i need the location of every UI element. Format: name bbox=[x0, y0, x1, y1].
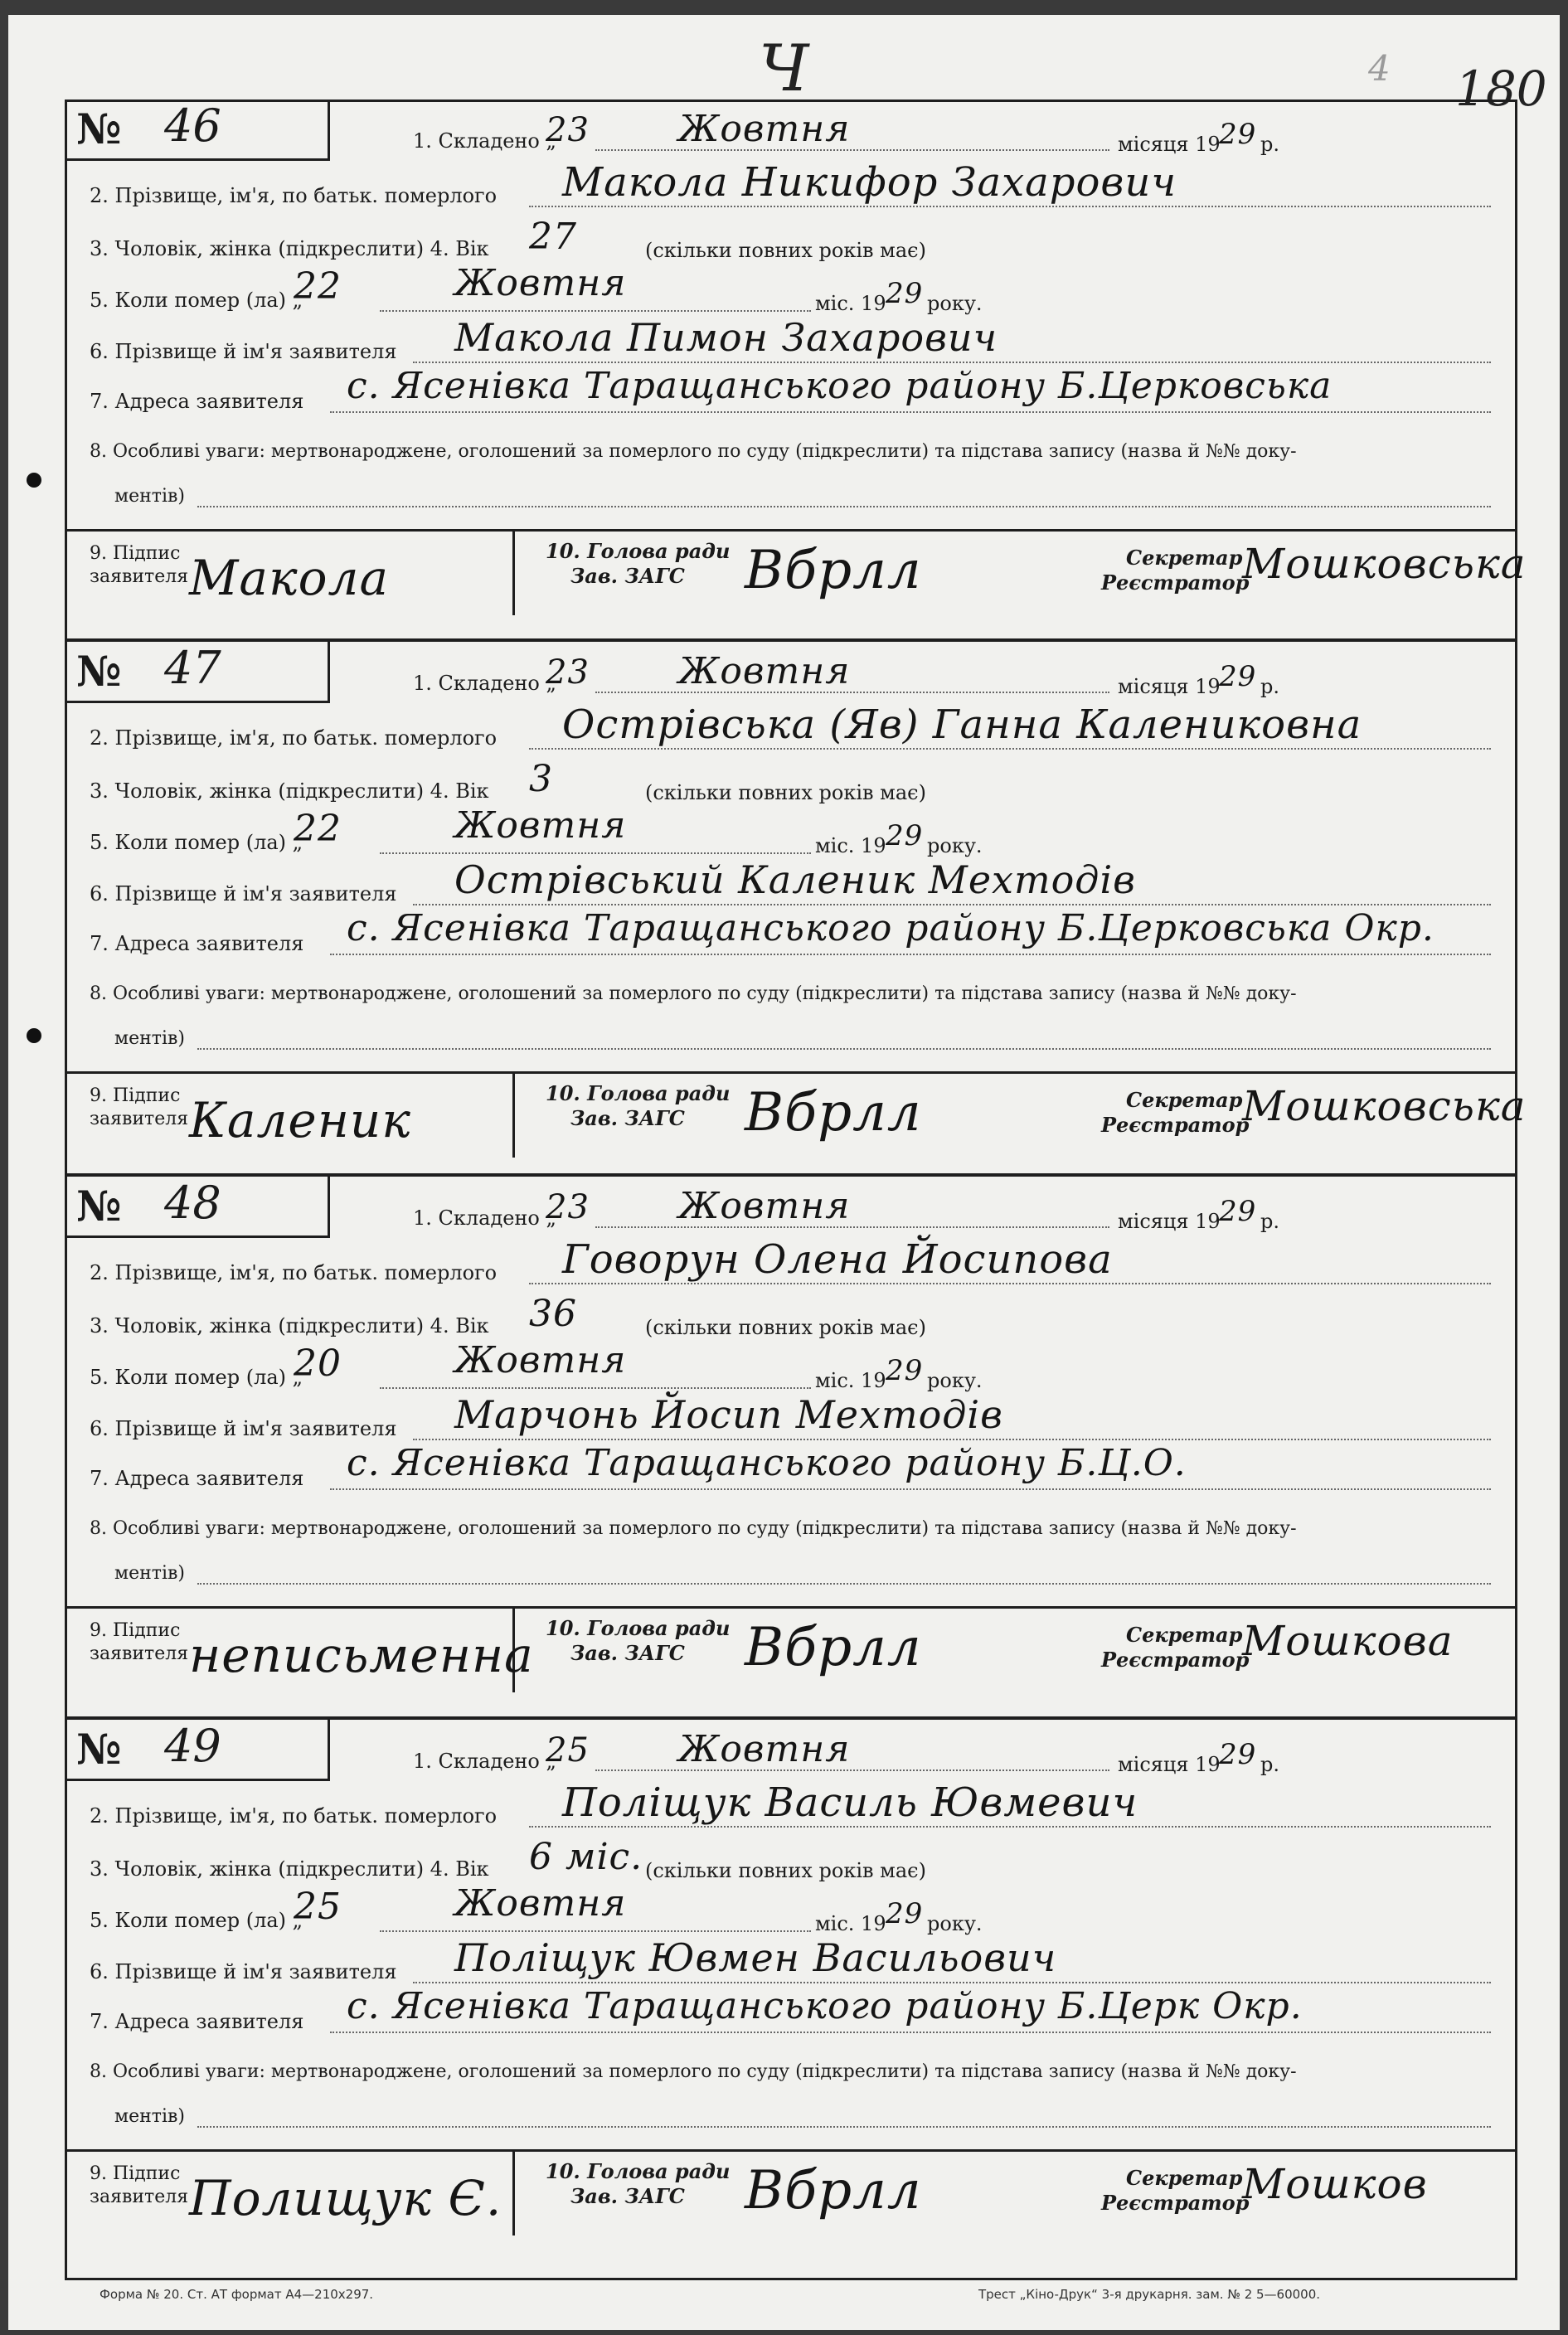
declarant-address-label: 7. Адреса заявителя bbox=[90, 932, 304, 955]
death-month: Жовтня bbox=[454, 804, 627, 847]
year-suffix: р. bbox=[1260, 1210, 1279, 1233]
declarant-name: Макола Пимон Захарович bbox=[454, 315, 998, 360]
when-died-label: 5. Коли помер (ла) „ bbox=[90, 1909, 303, 1932]
roku-label: року. bbox=[927, 292, 983, 315]
signature-divider bbox=[512, 1074, 515, 1158]
signature-divider bbox=[512, 532, 515, 615]
dotted-line bbox=[413, 1982, 1491, 1983]
dotted-line bbox=[529, 206, 1491, 207]
when-died-label: 5. Коли помер (ла) „ bbox=[90, 831, 303, 854]
page-number: 180 bbox=[1455, 61, 1547, 117]
special-notes-cont: ментів) bbox=[114, 1563, 185, 1584]
head-label-1: 10. Голова ради bbox=[546, 1616, 731, 1640]
declarant-name-label: 6. Прізвище й ім'я заявителя bbox=[90, 1417, 397, 1440]
sign-label-1: 9. Підпис bbox=[90, 1085, 181, 1106]
roku-label: року. bbox=[927, 834, 983, 857]
composed-label: 1. Складено „ bbox=[413, 672, 556, 695]
head-signature: Вбрлл bbox=[745, 1082, 922, 1143]
husband-wife-label: 3. Чоловік, жінка (підкреслити) 4. Вік bbox=[90, 1857, 489, 1881]
sign-label-1: 9. Підпис bbox=[90, 543, 181, 564]
special-notes-label: 8. Особливі уваги: мертвонароджене, оголошений за померлого по суду (підкреслити) та підстава запису (назва й №№ доку- bbox=[90, 983, 1297, 1004]
secretary-label-2: Реєстратор bbox=[1101, 1648, 1250, 1672]
head-label-2: Зав. ЗАГС bbox=[570, 1106, 685, 1130]
month-label: місяця 19 bbox=[1118, 133, 1221, 156]
declarant-address-label: 7. Адреса заявителя bbox=[90, 2010, 304, 2033]
composed-month: Жовтня bbox=[678, 108, 851, 150]
record-number: 48 bbox=[164, 1177, 221, 1229]
sign-label-2: заявителя bbox=[90, 566, 189, 587]
declarant-name: Острівський Каленик Мехтодів bbox=[454, 857, 1136, 902]
binding-hole bbox=[27, 1028, 41, 1043]
sign-label-1: 9. Підпис bbox=[90, 2163, 181, 2184]
when-died-label: 5. Коли помер (ла) „ bbox=[90, 289, 303, 312]
head-signature: Вбрлл bbox=[745, 2160, 922, 2221]
dotted-line bbox=[529, 748, 1491, 750]
month-label: місяця 19 bbox=[1118, 675, 1221, 698]
number-sign: № bbox=[76, 104, 122, 153]
deceased-name: Поліщук Василь Ювмевич bbox=[562, 1779, 1138, 1826]
sign-label-2: заявителя bbox=[90, 2187, 189, 2207]
death-day: 22 bbox=[294, 265, 342, 308]
mis-label: міс. 19 bbox=[815, 1912, 886, 1935]
declarant-signature: неписьменна bbox=[189, 1627, 534, 1683]
death-day: 20 bbox=[294, 1342, 342, 1385]
deceased-name: Говорун Олена Йосипова bbox=[562, 1236, 1113, 1283]
age-note: (скільки повних років має) bbox=[645, 1316, 926, 1339]
record-number-box bbox=[65, 1720, 330, 1781]
age-note: (скільки повних років має) bbox=[645, 781, 926, 804]
composed-year: 29 bbox=[1219, 118, 1257, 151]
dotted-line bbox=[330, 411, 1491, 413]
death-day: 25 bbox=[294, 1886, 342, 1928]
composed-year: 29 bbox=[1219, 1195, 1257, 1228]
month-label: місяця 19 bbox=[1118, 1210, 1221, 1233]
head-label-1: 10. Голова ради bbox=[546, 539, 731, 563]
declarant-name: Поліщук Ювмен Васильович bbox=[454, 1935, 1057, 1980]
signature-row bbox=[65, 1606, 1517, 1692]
dotted-line bbox=[595, 1226, 1109, 1228]
secretary-label-1: Секретар bbox=[1126, 2166, 1243, 2190]
footer-printer-info: Трест „Кінo-Друк“ 3-я друкарня. зам. № 2 5—60000. bbox=[978, 2287, 1321, 2302]
dotted-line bbox=[529, 1826, 1491, 1828]
sign-label-1: 9. Підпис bbox=[90, 1620, 181, 1641]
special-notes-label: 8. Особливі уваги: мертвонароджене, оголошений за померлого по суду (підкреслити) та підстава запису (назва й №№ доку- bbox=[90, 441, 1297, 462]
head-label-2: Зав. ЗАГС bbox=[570, 1641, 685, 1665]
surname-label: 2. Прізвище, ім'я, по батьк. померлого bbox=[90, 1804, 498, 1828]
death-month: Жовтня bbox=[454, 1339, 627, 1381]
death-year: 29 bbox=[886, 1354, 924, 1387]
death-month: Жовтня bbox=[454, 1882, 627, 1925]
composed-day: 23 bbox=[546, 111, 590, 149]
top-note: Ч bbox=[759, 32, 809, 106]
husband-wife-label: 3. Чоловік, жінка (підкреслити) 4. Вік bbox=[90, 237, 489, 260]
dotted-line bbox=[380, 852, 811, 854]
signature-row bbox=[65, 1071, 1527, 1158]
surname-label: 2. Прізвище, ім'я, по батьк. померлого bbox=[90, 184, 498, 207]
pencil-number: 4 bbox=[1368, 48, 1391, 89]
declarant-address: с. Ясенівка Таращанського району Б.Церковська bbox=[347, 365, 1333, 407]
sign-label-2: заявителя bbox=[90, 1643, 189, 1664]
secretary-label-1: Секретар bbox=[1126, 546, 1243, 570]
age-note: (скільки повних років має) bbox=[645, 1859, 926, 1882]
death-year: 29 bbox=[886, 819, 924, 852]
composed-year: 29 bbox=[1219, 660, 1257, 693]
age-value: 6 міс. bbox=[529, 1836, 643, 1878]
death-year: 29 bbox=[886, 277, 924, 310]
declarant-address: с. Ясенівка Таращанського району Б.Церковська Окр. bbox=[347, 907, 1435, 949]
head-label-2: Зав. ЗАГС bbox=[570, 564, 685, 588]
dotted-line bbox=[197, 506, 1491, 507]
dotted-line bbox=[380, 1930, 811, 1932]
special-notes-label: 8. Особливі уваги: мертвонароджене, оголошений за померлого по суду (підкреслити) та підстава запису (назва й №№ доку- bbox=[90, 2061, 1297, 2082]
deceased-name: Острівська (Яв) Ганна Калениковна bbox=[562, 701, 1362, 748]
composed-month: Жовтня bbox=[678, 1185, 851, 1227]
composed-day: 23 bbox=[546, 1188, 590, 1226]
dotted-line bbox=[197, 1583, 1491, 1585]
record-number-box bbox=[65, 100, 330, 161]
head-label-1: 10. Голова ради bbox=[546, 2159, 731, 2183]
year-suffix: р. bbox=[1260, 133, 1279, 156]
death-record bbox=[65, 1716, 1517, 2280]
declarant-name-label: 6. Прізвище й ім'я заявителя bbox=[90, 340, 397, 363]
number-sign: № bbox=[76, 1182, 122, 1231]
sign-label-2: заявителя bbox=[90, 1109, 189, 1129]
month-label: місяця 19 bbox=[1118, 1753, 1221, 1776]
record-number: 46 bbox=[164, 100, 221, 152]
dotted-line bbox=[380, 310, 811, 312]
age-value: 36 bbox=[529, 1293, 577, 1335]
declarant-address-label: 7. Адреса заявителя bbox=[90, 390, 304, 413]
dotted-line bbox=[595, 1769, 1109, 1771]
special-notes-cont: ментів) bbox=[114, 2106, 185, 2127]
dotted-line bbox=[330, 954, 1491, 955]
roku-label: року. bbox=[927, 1369, 983, 1392]
dotted-line bbox=[413, 904, 1491, 905]
head-signature: Вбрлл bbox=[745, 1617, 922, 1678]
when-died-label: 5. Коли помер (ла) „ bbox=[90, 1366, 303, 1389]
death-record bbox=[65, 638, 1527, 1173]
declarant-signature: Макола bbox=[189, 550, 390, 606]
secretary-signature: Мошковська bbox=[1242, 540, 1527, 588]
husband-wife-label: 3. Чоловік, жінка (підкреслити) 4. Вік bbox=[90, 1314, 489, 1337]
signature-divider bbox=[512, 2152, 515, 2235]
secretary-label-1: Секретар bbox=[1126, 1623, 1243, 1647]
composed-label: 1. Складено „ bbox=[413, 129, 556, 153]
dotted-line bbox=[413, 1439, 1491, 1440]
declarant-name-label: 6. Прізвище й ім'я заявителя bbox=[90, 882, 397, 905]
death-day: 22 bbox=[294, 808, 342, 850]
composed-month: Жовтня bbox=[678, 650, 851, 692]
special-notes-cont: ментів) bbox=[114, 486, 185, 507]
special-notes-label: 8. Особливі уваги: мертвонароджене, оголошений за померлого по суду (підкреслити) та підстава запису (назва й №№ доку- bbox=[90, 1518, 1297, 1539]
dotted-line bbox=[197, 2126, 1491, 2128]
secretary-label-2: Реєстратор bbox=[1101, 1113, 1250, 1137]
declarant-address: с. Ясенівка Таращанського району Б.Ц.О. bbox=[347, 1442, 1187, 1484]
secretary-label-2: Реєстратор bbox=[1101, 570, 1250, 595]
age-value: 3 bbox=[529, 758, 553, 800]
dotted-line bbox=[413, 362, 1491, 363]
binding-hole bbox=[27, 473, 41, 488]
declarant-address: с. Ясенівка Таращанського району Б.Церк Окр. bbox=[347, 1985, 1303, 2027]
death-record bbox=[65, 100, 1527, 638]
composed-day: 25 bbox=[546, 1731, 590, 1769]
declarant-name-label: 6. Прізвище й ім'я заявителя bbox=[90, 1960, 397, 1983]
mis-label: міс. 19 bbox=[815, 292, 886, 315]
secretary-signature: Мошковська bbox=[1242, 1082, 1527, 1130]
head-label-1: 10. Голова ради bbox=[546, 1081, 731, 1105]
declarant-address-label: 7. Адреса заявителя bbox=[90, 1467, 304, 1490]
year-suffix: р. bbox=[1260, 675, 1279, 698]
declarant-name: Марчонь Йосип Мехтодів bbox=[454, 1392, 1003, 1437]
head-label-2: Зав. ЗАГС bbox=[570, 2184, 685, 2208]
mis-label: міс. 19 bbox=[815, 834, 886, 857]
composed-year: 29 bbox=[1219, 1738, 1257, 1771]
surname-label: 2. Прізвище, ім'я, по батьк. померлого bbox=[90, 1261, 498, 1284]
surname-label: 2. Прізвище, ім'я, по батьк. померлого bbox=[90, 726, 498, 750]
deceased-name: Макола Никифор Захарович bbox=[562, 159, 1177, 206]
death-record bbox=[65, 1173, 1517, 1716]
number-sign: № bbox=[76, 1725, 122, 1774]
composed-label: 1. Складено „ bbox=[413, 1750, 556, 1773]
dotted-line bbox=[380, 1387, 811, 1389]
age-note: (скільки повних років має) bbox=[645, 239, 926, 262]
special-notes-cont: ментів) bbox=[114, 1028, 185, 1049]
composed-month: Жовтня bbox=[678, 1728, 851, 1770]
composed-day: 23 bbox=[546, 653, 590, 692]
declarant-signature: Каленик bbox=[189, 1092, 411, 1148]
secretary-signature: Мошков bbox=[1242, 2160, 1428, 2208]
death-year: 29 bbox=[886, 1897, 924, 1930]
year-suffix: р. bbox=[1260, 1753, 1279, 1776]
secretary-signature: Мошкова bbox=[1242, 1617, 1454, 1665]
record-number-box bbox=[65, 642, 330, 703]
record-number: 47 bbox=[164, 642, 221, 694]
secretary-label-1: Секретар bbox=[1126, 1088, 1243, 1112]
death-month: Жовтня bbox=[454, 262, 627, 304]
record-number: 49 bbox=[164, 1720, 221, 1772]
secretary-label-2: Реєстратор bbox=[1101, 2191, 1250, 2215]
dotted-line bbox=[330, 2032, 1491, 2033]
dotted-line bbox=[529, 1283, 1491, 1284]
head-signature: Вбрлл bbox=[745, 540, 922, 601]
age-value: 27 bbox=[529, 216, 577, 258]
roku-label: року. bbox=[927, 1912, 983, 1935]
husband-wife-label: 3. Чоловік, жінка (підкреслити) 4. Вік bbox=[90, 779, 489, 803]
footer-form-info: Форма № 20. Ст. АТ формат А4—210х297. bbox=[100, 2287, 374, 2302]
declarant-signature: Полищук Є. bbox=[189, 2170, 502, 2226]
signature-row bbox=[65, 2149, 1517, 2235]
number-sign: № bbox=[76, 647, 122, 696]
dotted-line bbox=[197, 1048, 1491, 1050]
dotted-line bbox=[330, 1488, 1491, 1490]
record-number-box bbox=[65, 1177, 330, 1238]
dotted-line bbox=[595, 149, 1109, 151]
composed-label: 1. Складено „ bbox=[413, 1206, 556, 1230]
signature-row bbox=[65, 529, 1527, 615]
dotted-line bbox=[595, 692, 1109, 693]
mis-label: міс. 19 bbox=[815, 1369, 886, 1392]
